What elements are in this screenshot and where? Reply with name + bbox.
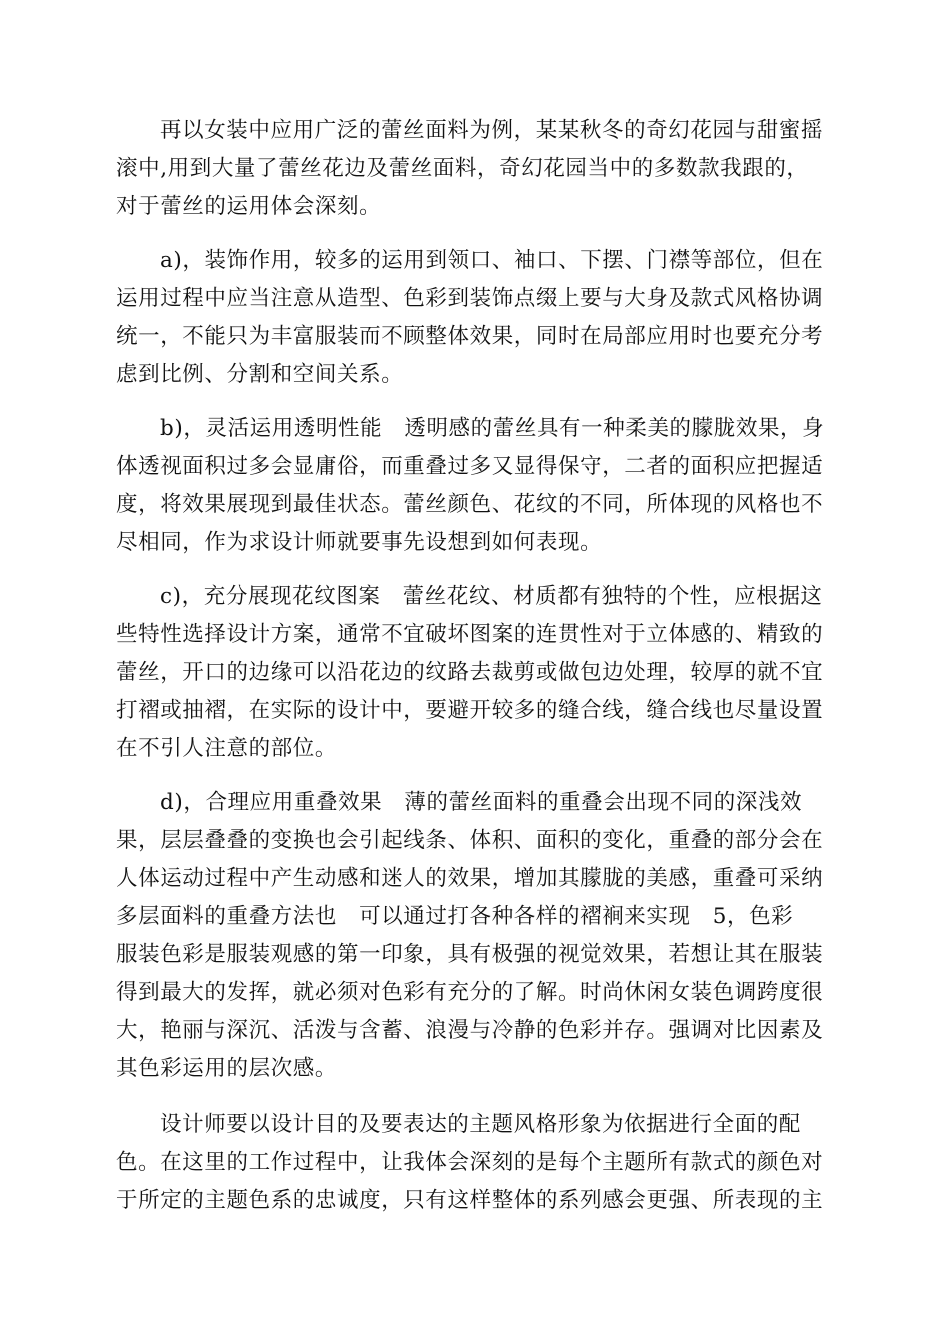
text-line: 多层面料的重叠方法也 可以通过打各种各样的褶裥来实现 5，色彩	[116, 904, 794, 929]
text-line: 对于蕾丝的运用体会深刻。	[116, 194, 382, 219]
text-line: 色。在这里的工作过程中，让我体会深刻的是每个主题所有款式的颜色对	[116, 1150, 824, 1175]
text-line: 度，将效果展现到最佳状态。蕾丝颜色、花纹的不同，所体现的风格也不	[116, 492, 824, 517]
text-line: 虑到比例、分割和空间关系。	[116, 362, 404, 387]
text-line: a)，装饰作用，较多的运用到领口、袖口、下摆、门襟等部位，但在	[160, 248, 824, 273]
text-line: 打褶或抽褶，在实际的设计中，要避开较多的缝合线，缝合线也尽量设置	[116, 698, 824, 723]
text-line: 统一，不能只为丰富服装而不顾整体效果，同时在局部应用时也要充分考	[116, 324, 824, 349]
text-line: 于所定的主题色系的忠诚度，只有这样整体的系列感会更强、所表现的主	[116, 1188, 824, 1213]
text-line: 服装色彩是服装观感的第一印象，具有极强的视觉效果，若想让其在服装	[116, 942, 824, 967]
text-line: 人体运动过程中产生动感和迷人的效果，增加其朦胧的美感，重叠可采纳	[116, 866, 824, 891]
text-line: b)，灵活运用透明性能 透明感的蕾丝具有一种柔美的朦胧效果，身	[160, 416, 825, 441]
text-line: 设计师要以设计目的及要表达的主题风格形象为依据进行全面的配	[160, 1112, 801, 1137]
text-line: 些特性选择设计方案，通常不宜破坏图案的连贯性对于立体感的、精致的	[116, 622, 824, 647]
text-line: 蕾丝，开口的边缘可以沿花边的纹路去裁剪或做包边处理，较厚的就不宜	[116, 660, 824, 685]
text-line: 果，层层叠叠的变换也会引起线条、体积、面积的变化，重叠的部分会在	[116, 828, 824, 853]
text-line: 再以女装中应用广泛的蕾丝面料为例，某某秋冬的奇幻花园与甜蜜摇	[160, 118, 824, 143]
text-line: 滚中,用到大量了蕾丝花边及蕾丝面料，奇幻花园当中的多数款我跟的，	[116, 156, 809, 181]
text-line: c)，充分展现花纹图案 蕾丝花纹、材质都有独特的个性，应根据这	[160, 584, 823, 609]
text-line: d)，合理应用重叠效果 薄的蕾丝面料的重叠会出现不同的深浅效	[160, 790, 803, 815]
text-line: 得到最大的发挥，就必须对色彩有充分的了解。时尚休闲女装色调跨度很	[116, 980, 824, 1005]
text-line: 其色彩运用的层次感。	[116, 1056, 338, 1081]
text-line: 运用过程中应当注意从造型、色彩到装饰点缀上要与大身及款式风格协调	[116, 286, 824, 311]
text-line: 体透视面积过多会显庸俗，而重叠过多又显得保守，二者的面积应把握适	[116, 454, 824, 479]
text-line: 大，艳丽与深沉、活泼与含蓄、浪漫与冷静的色彩并存。强调对比因素及	[116, 1018, 824, 1043]
text-line: 在不引人注意的部位。	[116, 736, 338, 761]
text-line: 尽相同，作为求设计师就要事先设想到如何表现。	[116, 530, 603, 555]
